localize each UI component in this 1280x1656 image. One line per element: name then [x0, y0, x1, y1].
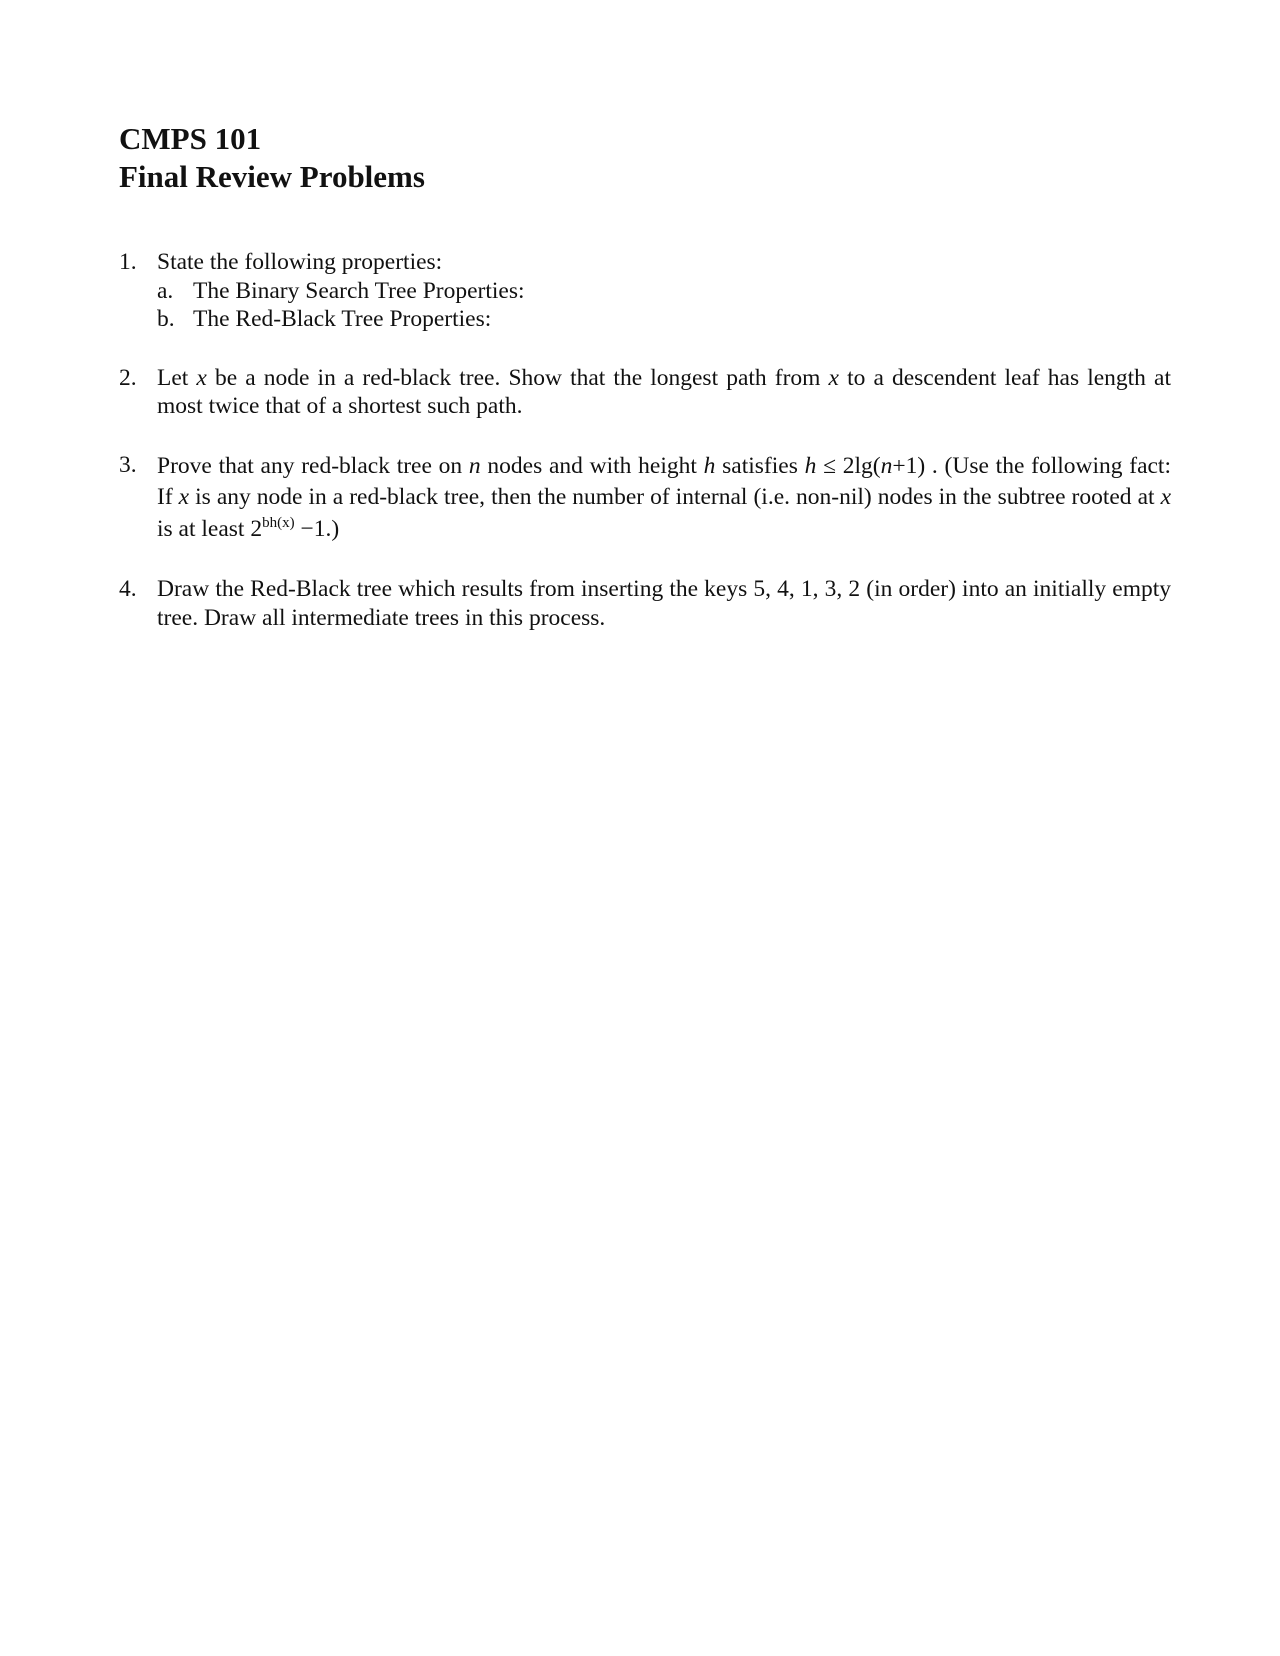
problem-3	[119, 451, 1171, 546]
problem-number: 1.	[119, 249, 137, 275]
sub-item-b	[157, 305, 1171, 334]
math-variable: x	[1160, 484, 1171, 510]
math-variable: x	[828, 364, 839, 391]
math-base: 2	[250, 515, 263, 542]
text-segment: is at least	[157, 515, 251, 542]
math-variable: n	[468, 452, 481, 479]
problem-number: 3.	[119, 451, 137, 478]
math-variable: x	[196, 364, 207, 391]
text-segment: be a node in a red-black tree. Show that the longest path from	[206, 364, 829, 391]
page-title: Final Review Problems	[119, 159, 425, 194]
problem-1	[119, 248, 1171, 334]
problem-4	[119, 575, 1171, 632]
math-variable: n	[880, 452, 893, 479]
text-segment: to a descendent leaf has length at most twice that of a shortest such path.	[157, 364, 1171, 419]
text-segment: . (Use the following fact: If	[157, 452, 1171, 510]
text-segment: nodes and with height	[480, 452, 704, 479]
problem-text	[157, 364, 1171, 421]
problem-list	[119, 248, 1171, 662]
text-segment: Prove that any red-black tree on	[157, 452, 469, 479]
problem-text	[157, 451, 1171, 546]
sub-item-letter: a.	[157, 277, 174, 304]
problem-2	[119, 364, 1171, 421]
problem-number: 2.	[119, 364, 137, 391]
math-text: −1	[294, 515, 326, 542]
problem-body	[157, 248, 1171, 334]
math-variable: h	[703, 452, 716, 479]
sub-item-text: The Binary Search Tree Properties:	[193, 277, 525, 304]
sub-item-text: The Red-Black Tree Properties:	[193, 306, 492, 332]
sub-item-a	[157, 277, 1171, 306]
math-text: ≤ 2lg(	[816, 452, 881, 479]
text-segment: satisfies	[715, 452, 805, 479]
sub-item-letter: b.	[157, 306, 175, 332]
math-variable: h	[804, 452, 817, 479]
height-bound-formula	[805, 453, 926, 479]
node-count-formula	[250, 516, 325, 542]
math-text: +1)	[892, 452, 926, 479]
problem-text: State the following properties:	[157, 249, 443, 275]
text-segment: is any node in a red-black tree, then the number of internal (i.e. non-nil) nodes in the subtree rooted at	[189, 484, 1161, 510]
text-segment: Let	[157, 364, 197, 391]
title-block	[119, 120, 425, 196]
math-variable: x	[178, 484, 190, 510]
math-exponent: bh(x)	[262, 514, 295, 531]
problem-number: 4.	[119, 576, 137, 602]
text-segment: .)	[325, 515, 340, 542]
course-code: CMPS 101	[119, 121, 262, 156]
problem-text: Draw the Red-Black tree which results from inserting the keys 5, 4, 1, 3, 2 (in order) into an initially empty tree. Draw all intermediate trees in this process.	[157, 576, 1171, 631]
